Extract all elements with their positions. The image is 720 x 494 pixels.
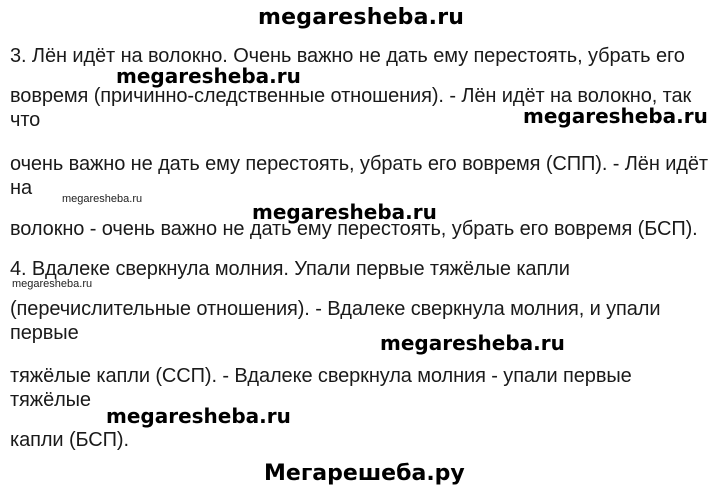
task3-line-1: 3. Лён идёт на волокно. Очень важно не дать ему перестоять, убрать его	[10, 45, 685, 67]
task3-line-3: что	[10, 109, 41, 131]
watermark-overlay: megaresheba.ru	[106, 404, 291, 428]
task4-line-4: тяжёлые капли (ССП). - Вдалеке сверкнула молния - упали первые	[10, 365, 632, 387]
task4-line-1: 4. Вдалеке сверкнула молния. Упали первые тяжёлые капли	[10, 258, 570, 280]
site-watermark-header: megaresheba.ru	[258, 5, 465, 30]
task4-line-5: тяжёлые	[10, 389, 91, 411]
task3-line-2: вовремя (причинно-следственные отношения). - Лён идёт на волокно, так	[10, 85, 692, 107]
watermark-overlay: megaresheba.ru	[380, 331, 565, 355]
watermark-overlay: megaresheba.ru	[523, 104, 708, 128]
task3-line-4: очень важно не дать ему перестоять, убрать его вовремя (СПП). - Лён идёт	[10, 153, 708, 175]
task4-line-6: капли (БСП).	[10, 429, 129, 451]
task4-line-3: первые	[10, 322, 79, 344]
watermark-overlay: megaresheba.ru	[116, 64, 301, 88]
watermark-overlay-small: megaresheba.ru	[62, 193, 143, 205]
task4-line-2: (перечислительные отношения). - Вдалеке сверкнула молния, и упали	[10, 298, 661, 320]
footer-brand: Мегарешеба.ру	[264, 461, 465, 486]
watermark-overlay-small: megaresheba.ru	[12, 278, 93, 290]
task3-line-6: волокно - очень важно не дать ему перестоять, убрать его вовремя (БСП).	[10, 218, 698, 240]
task3-line-5: на	[10, 177, 32, 199]
watermark-overlay: megaresheba.ru	[252, 200, 437, 224]
